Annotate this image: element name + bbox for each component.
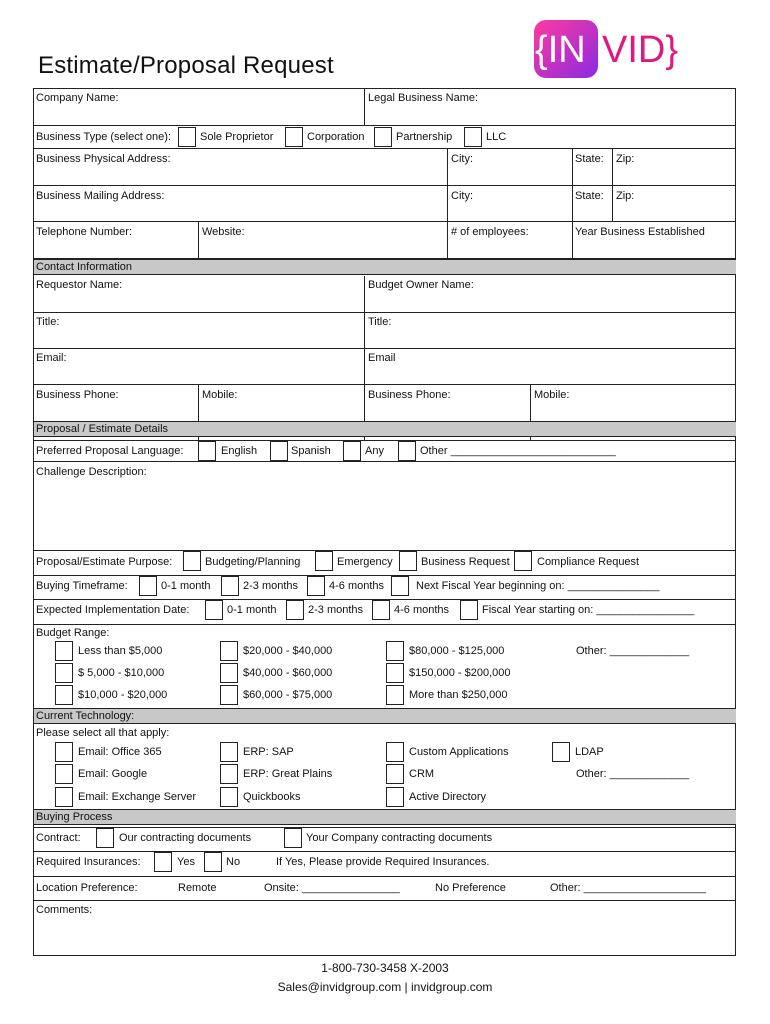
compliance-request-label: Compliance Request [537, 556, 640, 568]
budgeting-checkbox[interactable] [183, 551, 201, 571]
budget-5000-10000-checkbox[interactable] [55, 663, 73, 683]
technology-section-header: Current Technology: [34, 708, 736, 724]
your-contract-checkbox[interactable] [284, 828, 302, 848]
insurance-no-label: No [226, 856, 241, 868]
exchange-label: Email: Exchange Server [78, 791, 196, 803]
timeframe-label: Buying Timeframe: [36, 580, 128, 592]
zip-label: Zip: [616, 153, 635, 165]
budget-5000-10000-label: $ 5,000 - $10,000 [78, 667, 165, 679]
quickbooks-checkbox[interactable] [220, 787, 238, 807]
impl-2-3-label: 2-3 months [308, 604, 364, 616]
business-request-checkbox[interactable] [399, 551, 417, 571]
quickbooks-label: Quickbooks [243, 791, 301, 803]
location-preference-label: Location Preference: [36, 882, 138, 894]
budget-150000-200000-checkbox[interactable] [386, 663, 404, 683]
employees-label: # of employees: [451, 226, 529, 238]
svg-text:{IN: {IN [535, 29, 586, 71]
google-email-label: Email: Google [78, 768, 148, 780]
mobile-right-label: Mobile: [534, 389, 570, 401]
no-preference-option[interactable]: No Preference [435, 882, 506, 894]
contact-section-header: Contact Information [34, 259, 736, 275]
timeframe-2-3-checkbox[interactable] [221, 576, 239, 596]
budget-range-label: Budget Range: [36, 627, 110, 639]
mailing-city-label: City: [451, 190, 473, 202]
crm-label: CRM [409, 768, 435, 780]
budget-10000-20000-label: $10,000 - $20,000 [78, 689, 168, 701]
other-language-checkbox[interactable] [398, 441, 416, 461]
emergency-checkbox[interactable] [315, 551, 333, 571]
google-email-checkbox[interactable] [55, 764, 73, 784]
sole-proprietor-checkbox[interactable] [178, 127, 196, 147]
corporation-checkbox[interactable] [285, 127, 303, 147]
invid-logo [532, 18, 687, 80]
budgeting-label: Budgeting/Planning [205, 556, 301, 568]
timeframe-0-1-checkbox[interactable] [139, 576, 157, 596]
insurance-note: If Yes, Please provide Required Insurances. [276, 856, 490, 868]
language-label: Preferred Proposal Language: [36, 445, 184, 457]
footer-phone: 1-800-730-3458 X-2003 [321, 961, 449, 975]
timeframe-4-6-checkbox[interactable] [307, 576, 325, 596]
your-contract-label: Your Company contracting documents [306, 832, 493, 844]
mailing-state-label: State: [575, 190, 604, 202]
budget-gt-250000-label: More than $250,000 [409, 689, 508, 701]
impl-4-6-label: 4-6 months [394, 604, 450, 616]
select-all-label: Please select all that apply: [36, 727, 170, 739]
erp-sap-checkbox[interactable] [220, 742, 238, 762]
any-language-label: Any [365, 445, 384, 457]
svg-text:VID}: VID} [602, 29, 679, 71]
custom-apps-checkbox[interactable] [386, 742, 404, 762]
impl-fiscal-label: Fiscal Year starting on: ________________ [482, 604, 695, 616]
business-phone-right-label: Business Phone: [368, 389, 451, 401]
llc-label: LLC [486, 131, 507, 143]
budget-40000-60000-label: $40,000 - $60,000 [243, 667, 333, 679]
office365-checkbox[interactable] [55, 742, 73, 762]
timeframe-next-fiscal-checkbox[interactable] [391, 576, 409, 596]
timeframe-next-fiscal-label: Next Fiscal Year beginning on: _______________ [416, 580, 660, 592]
budget-20000-40000-label: $20,000 - $40,000 [243, 645, 333, 657]
exchange-checkbox[interactable] [55, 787, 73, 807]
mobile-left-label: Mobile: [202, 389, 238, 401]
impl-0-1-checkbox[interactable] [205, 600, 223, 620]
comments-label: Comments: [36, 904, 93, 916]
sole-proprietor-label: Sole Proprietor [200, 131, 274, 143]
company-name-label: Company Name: [36, 92, 119, 104]
custom-apps-label: Custom Applications [409, 746, 509, 758]
spanish-checkbox[interactable] [270, 441, 288, 461]
email-right-label: Email [368, 352, 396, 364]
business-phone-left-label: Business Phone: [36, 389, 119, 401]
spanish-label: Spanish [291, 445, 331, 457]
title-left-label: Title: [36, 316, 60, 328]
onsite-option[interactable]: Onsite: ________________ [264, 882, 400, 894]
budget-lt-5000-label: Less than $5,000 [78, 645, 163, 657]
legal-business-name-label: Legal Business Name: [368, 92, 479, 104]
budget-10000-20000-checkbox[interactable] [55, 685, 73, 705]
great-plains-checkbox[interactable] [220, 764, 238, 784]
requestor-name-label: Requestor Name: [36, 279, 123, 291]
implementation-label: Expected Implementation Date: [36, 604, 190, 616]
ldap-label: LDAP [575, 746, 604, 758]
budget-owner-name-label: Budget Owner Name: [368, 279, 474, 291]
any-language-checkbox[interactable] [343, 441, 361, 461]
insurance-yes-label: Yes [177, 856, 195, 868]
mailing-address-label: Business Mailing Address: [36, 190, 165, 202]
active-directory-checkbox[interactable] [386, 787, 404, 807]
insurance-no-checkbox[interactable] [204, 852, 222, 872]
ldap-checkbox[interactable] [552, 742, 570, 762]
crm-checkbox[interactable] [386, 764, 404, 784]
timeframe-2-3-label: 2-3 months [243, 580, 299, 592]
budget-gt-250000-checkbox[interactable] [386, 685, 404, 705]
footer-contact[interactable]: Sales@invidgroup.com | invidgroup.com [277, 980, 493, 994]
emergency-label: Emergency [337, 556, 393, 568]
llc-checkbox[interactable] [464, 127, 482, 147]
buying-section-header: Buying Process [34, 809, 736, 825]
english-label: English [221, 445, 258, 457]
budget-20000-40000-checkbox[interactable] [220, 641, 238, 661]
page-title: Estimate/Proposal Request [38, 52, 334, 79]
budget-60000-75000-label: $60,000 - $75,000 [243, 689, 333, 701]
mailing-zip-label: Zip: [616, 190, 635, 202]
purpose-label: Proposal/Estimate Purpose: [36, 556, 173, 568]
great-plains-label: ERP: Great Plains [243, 768, 333, 780]
budget-150000-200000-label: $150,000 - $200,000 [409, 667, 511, 679]
impl-2-3-checkbox[interactable] [286, 600, 304, 620]
insurance-label: Required Insurances: [36, 856, 141, 868]
english-checkbox[interactable] [198, 441, 216, 461]
our-contract-label: Our contracting documents [119, 832, 252, 844]
city-label: City: [451, 153, 473, 165]
business-type-label: Business Type (select one): [36, 131, 171, 143]
budget-other-label: Other: _____________ [576, 645, 690, 657]
technology-other-label: Other: _____________ [576, 768, 690, 780]
state-label: State: [575, 153, 604, 165]
title-right-label: Title: [368, 316, 392, 328]
budget-60000-75000-checkbox[interactable] [220, 685, 238, 705]
budget-lt-5000-checkbox[interactable] [55, 641, 73, 661]
corporation-label: Corporation [307, 131, 365, 143]
location-other-option[interactable]: Other: ____________________ [550, 882, 706, 894]
impl-fiscal-checkbox[interactable] [460, 600, 478, 620]
remote-option[interactable]: Remote [178, 882, 217, 894]
timeframe-0-1-label: 0-1 month [161, 580, 211, 592]
active-directory-label: Active Directory [409, 791, 487, 803]
telephone-label: Telephone Number: [36, 226, 133, 238]
our-contract-checkbox[interactable] [96, 828, 114, 848]
physical-address-label: Business Physical Address: [36, 153, 171, 165]
year-established-label: Year Business Established [575, 226, 705, 238]
email-left-label: Email: [36, 352, 67, 364]
budget-40000-60000-checkbox[interactable] [220, 663, 238, 683]
business-request-label: Business Request [421, 556, 510, 568]
website-label: Website: [202, 226, 245, 238]
impl-4-6-checkbox[interactable] [372, 600, 390, 620]
budget-80000-125000-label: $80,000 - $125,000 [409, 645, 505, 657]
compliance-request-checkbox[interactable] [514, 551, 532, 571]
challenge-description-label: Challenge Description: [36, 466, 147, 478]
partnership-label: Partnership [396, 131, 453, 143]
partnership-checkbox[interactable] [374, 127, 392, 147]
budget-80000-125000-checkbox[interactable] [386, 641, 404, 661]
timeframe-4-6-label: 4-6 months [329, 580, 385, 592]
impl-0-1-label: 0-1 month [227, 604, 277, 616]
contract-label: Contract: [36, 832, 81, 844]
insurance-yes-checkbox[interactable] [154, 852, 172, 872]
other-language-label: Other ___________________________ [420, 445, 616, 457]
erp-sap-label: ERP: SAP [243, 746, 294, 758]
office365-label: Email: Office 365 [78, 746, 162, 758]
proposal-section-header: Proposal / Estimate Details [34, 421, 736, 437]
